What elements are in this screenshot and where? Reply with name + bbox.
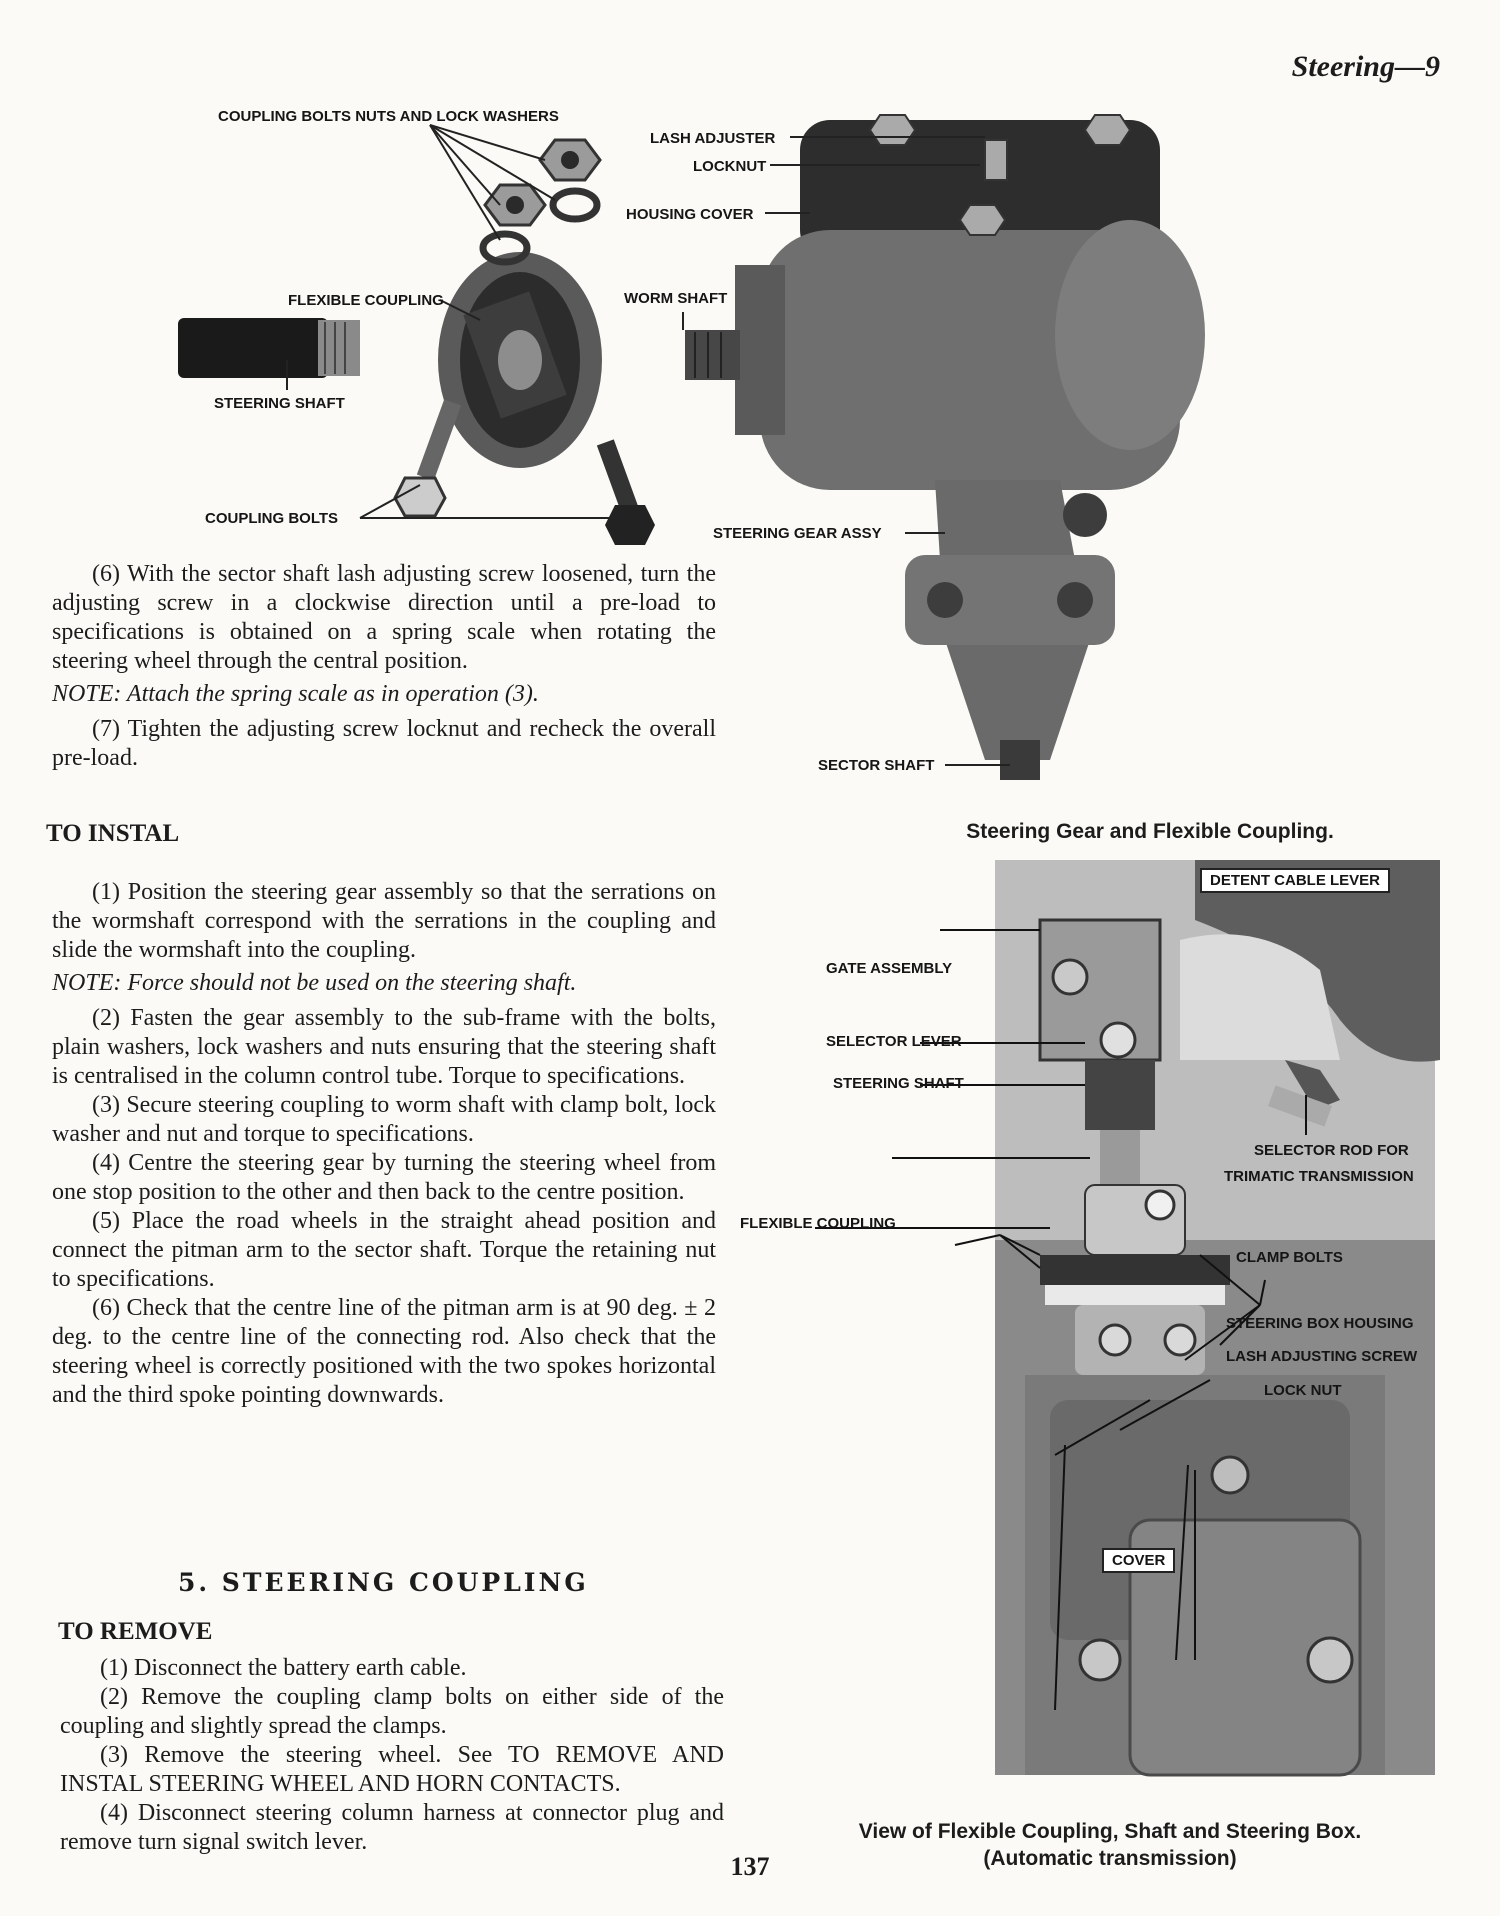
label-steering-shaft-2: STEERING SHAFT	[833, 1075, 964, 1092]
label-steering-box-housing: STEERING BOX HOUSING	[1226, 1315, 1414, 1332]
label-worm-shaft: WORM SHAFT	[624, 290, 728, 307]
section-5-title: 5. STEERING COUPLING	[178, 1568, 589, 1597]
remove-step-1: (1) Disconnect the battery earth cable.	[100, 1655, 467, 1681]
label-housing-cover: HOUSING COVER	[626, 206, 754, 223]
page-number: 137	[730, 1852, 770, 1881]
label-cover: COVER	[1102, 1548, 1175, 1573]
remove-step-3: (3) Remove the steering wheel. See TO REMOVE AND INSTAL STEERING WHEEL AND HORN CONTACTS.	[60, 1742, 724, 1797]
to-remove-heading: TO REMOVE	[58, 1618, 213, 1645]
instal-step-1: (1) Position the steering gear assembly so that the serrations on the wormshaft correspond with the serrations in the coupling and slide the wormshaft into the coupling.	[52, 879, 716, 963]
to-instal-heading: TO INSTAL	[46, 820, 180, 847]
label-selector-rod-line1: SELECTOR ROD FOR	[1254, 1142, 1409, 1159]
figure-flexible-coupling-photo	[740, 860, 1440, 1790]
label-flexible-coupling-2: FLEXIBLE COUPLING	[740, 1215, 896, 1232]
label-coupling-bolts: COUPLING BOLTS	[205, 510, 339, 527]
label-selector-rod-line2: TRIMATIC TRANSMISSION	[1224, 1168, 1414, 1185]
label-lash-adjusting-screw: LASH ADJUSTING SCREW	[1226, 1348, 1418, 1365]
to-instal-steps	[52, 878, 716, 1410]
remove-step-4: (4) Disconnect steering column harness at connector plug and remove turn signal switch lever.	[60, 1800, 724, 1855]
instal-step-5: (5) Place the road wheels in the straight ahead position and connect the pitman arm to the sector shaft. Torque the retaining nut to specifications.	[52, 1208, 716, 1292]
instal-step-6: (6) Check that the centre line of the pitman arm is at 90 deg. ± 2 deg. to the centre line of the connecting rod. Also check that the steering wheel is correctly positioned with the two spokes horizontal and the third spoke pointing downwards.	[52, 1295, 716, 1408]
figure2-caption	[790, 1818, 1430, 1872]
label-flexible-coupling: FLEXIBLE COUPLING	[288, 292, 444, 309]
figure2-caption-line2: (Automatic transmission)	[983, 1847, 1237, 1870]
page-header: Steering—9	[1291, 50, 1440, 83]
label-steering-shaft: STEERING SHAFT	[214, 395, 345, 412]
figure1-caption: Steering Gear and Flexible Coupling.	[966, 820, 1334, 843]
label-selector-lever: SELECTOR LEVER	[826, 1033, 962, 1050]
label-gate-assembly: GATE ASSEMBLY	[826, 960, 953, 977]
adjust-step-6: (6) With the sector shaft lash adjusting screw loosened, turn the adjusting screw in a clockwise direction until a pre-load to specifications is obtained on a spring scale when rotating the steering wheel through the central position.	[52, 561, 716, 674]
flexible-coupling-part	[438, 252, 602, 468]
adjust-step-7: (7) Tighten the adjusting screw locknut and recheck the overall pre-load.	[52, 716, 716, 771]
adjust-note: NOTE: Attach the spring scale as in operation (3).	[52, 681, 539, 707]
instal-note: NOTE: Force should not be used on the steering shaft.	[52, 970, 577, 996]
figure2-caption-line1: View of Flexible Coupling, Shaft and Steering Box.	[858, 1820, 1362, 1843]
remove-step-2: (2) Remove the coupling clamp bolts on either side of the coupling and slightly spread the clamps.	[60, 1684, 724, 1739]
label-clamp-bolts: CLAMP BOLTS	[1236, 1249, 1343, 1266]
instal-step-4: (4) Centre the steering gear by turning the steering wheel from one stop position to the other and then back to the centre position.	[52, 1150, 716, 1205]
label-lock-nut: LOCK NUT	[1264, 1382, 1342, 1399]
label-steering-gear-assy: STEERING GEAR ASSY	[713, 525, 882, 542]
label-detent-cable-lever: DETENT CABLE LEVER	[1200, 868, 1390, 893]
label-lash-adjuster: LASH ADJUSTER	[650, 130, 776, 147]
instal-step-3: (3) Secure steering coupling to worm shaft with clamp bolt, lock washer and nut and torque to specifications.	[52, 1092, 716, 1147]
adjust-steps-block	[52, 560, 716, 773]
steering-gear-housing-part	[685, 115, 1205, 780]
label-sector-shaft: SECTOR SHAFT	[818, 757, 935, 774]
steering-shaft-part	[178, 318, 360, 378]
to-remove-steps	[60, 1654, 724, 1857]
label-locknut: LOCKNUT	[693, 158, 767, 175]
label-coupling-bolts-nuts: COUPLING BOLTS NUTS AND LOCK WASHERS	[218, 108, 559, 125]
instal-step-2: (2) Fasten the gear assembly to the sub-frame with the bolts, plain washers, lock washers and nuts ensuring that the steering shaft is centralised in the column control tube. Torque to specifications.	[52, 1005, 716, 1089]
